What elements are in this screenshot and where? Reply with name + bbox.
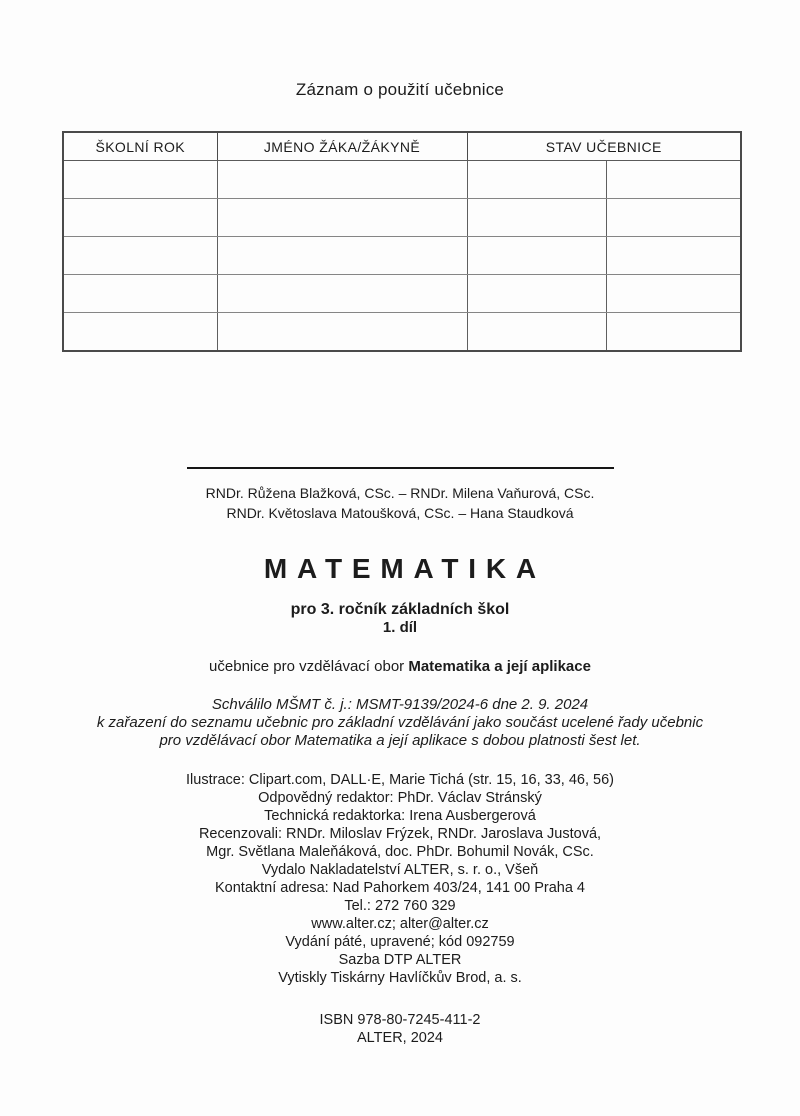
credit-line-technical-editor: Technická redaktorka: Irena Ausbergerová bbox=[264, 808, 536, 824]
book-title: MATEMATIKA bbox=[263, 553, 546, 584]
column-header-school-year: ŠKOLNÍ ROK bbox=[63, 132, 217, 161]
credit-line-web-email: www.alter.cz; alter@alter.cz bbox=[311, 916, 489, 932]
table-cell bbox=[217, 313, 467, 352]
column-header-book-condition: STAV UČEBNICE bbox=[467, 132, 741, 161]
authors-block bbox=[0, 483, 800, 523]
credit-line-typesetting: Sazba DTP ALTER bbox=[338, 952, 462, 968]
table-cell bbox=[217, 275, 467, 313]
educational-field-prefix: učebnice pro vzdělávací obor bbox=[209, 658, 409, 675]
table-cell bbox=[217, 237, 467, 275]
book-subtitle: pro 3. ročník základních škol bbox=[290, 601, 510, 618]
credits-block bbox=[0, 771, 800, 987]
table-cell bbox=[467, 199, 606, 237]
table-row bbox=[63, 199, 741, 237]
isbn-block bbox=[0, 1011, 800, 1047]
usage-record-table bbox=[62, 131, 742, 352]
table-cell bbox=[217, 161, 467, 199]
approval-line: pro vzdělávací obor Matematika a její aplikace s dobou platnosti šest let. bbox=[159, 732, 641, 749]
approval-line: k zařazení do seznamu učebnic pro základní vzdělávání jako součást ucelené řady učebnic bbox=[96, 714, 704, 731]
horizontal-rule bbox=[187, 467, 614, 469]
educational-field-name: Matematika a její aplikace bbox=[408, 658, 591, 675]
credit-line-address: Kontaktní adresa: Nad Pahorkem 403/24, 141 00 Praha 4 bbox=[215, 880, 585, 896]
table-cell bbox=[63, 313, 217, 352]
table-row bbox=[63, 161, 741, 199]
authors-line: RNDr. Růžena Blažková, CSc. – RNDr. Milena Vaňurová, CSc. bbox=[205, 485, 595, 501]
table-cell bbox=[606, 161, 741, 199]
usage-record-title: Záznam o použití učebnice bbox=[295, 80, 505, 99]
authors-line: RNDr. Květoslava Matoušková, CSc. – Hana Staudková bbox=[226, 505, 574, 521]
isbn-number: ISBN 978-80-7245-411-2 bbox=[319, 1012, 481, 1028]
ministry-approval-block bbox=[0, 696, 800, 750]
table-header-row bbox=[63, 132, 741, 161]
approval-line: Schválilo MŠMT č. j.: MSMT-9139/2024-6 dne 2. 9. 2024 bbox=[211, 696, 589, 713]
credit-line-illustrations: Ilustrace: Clipart.com, DALL·E, Marie Tichá (str. 15, 16, 33, 46, 56) bbox=[186, 772, 614, 788]
table-cell bbox=[606, 313, 741, 352]
table-cell bbox=[606, 275, 741, 313]
book-volume: 1. díl bbox=[382, 619, 418, 636]
table-cell bbox=[63, 161, 217, 199]
imprint-section bbox=[0, 467, 800, 1047]
credit-line-edition-code: Vydání páté, upravené; kód 092759 bbox=[285, 934, 515, 950]
table-cell bbox=[606, 199, 741, 237]
table-cell bbox=[467, 275, 606, 313]
table-row bbox=[63, 237, 741, 275]
table-cell bbox=[467, 313, 606, 352]
credit-line-phone: Tel.: 272 760 329 bbox=[344, 898, 456, 914]
table-cell bbox=[63, 237, 217, 275]
table-cell bbox=[606, 237, 741, 275]
publisher-year: ALTER, 2024 bbox=[357, 1030, 443, 1046]
table-cell bbox=[217, 199, 467, 237]
column-header-pupil-name: JMÉNO ŽÁKA/ŽÁKYNĚ bbox=[217, 132, 467, 161]
table-row bbox=[63, 275, 741, 313]
credit-line-editor: Odpovědný redaktor: PhDr. Václav Stránský bbox=[258, 790, 542, 806]
credit-line-printer: Vytiskly Tiskárny Havlíčkův Brod, a. s. bbox=[278, 970, 522, 986]
table-cell bbox=[467, 161, 606, 199]
credit-line-reviewers: Recenzovali: RNDr. Miloslav Frýzek, RNDr. Jaroslava Justová, bbox=[198, 826, 602, 842]
table-row bbox=[63, 313, 741, 352]
credit-line-reviewers-cont: Mgr. Světlana Maleňáková, doc. PhDr. Bohumil Novák, CSc. bbox=[206, 844, 594, 860]
table-cell bbox=[63, 199, 217, 237]
educational-field-line bbox=[0, 658, 800, 676]
credit-line-publisher: Vydalo Nakladatelství ALTER, s. r. o., Všeň bbox=[261, 862, 539, 878]
table-cell bbox=[467, 237, 606, 275]
table-cell bbox=[63, 275, 217, 313]
